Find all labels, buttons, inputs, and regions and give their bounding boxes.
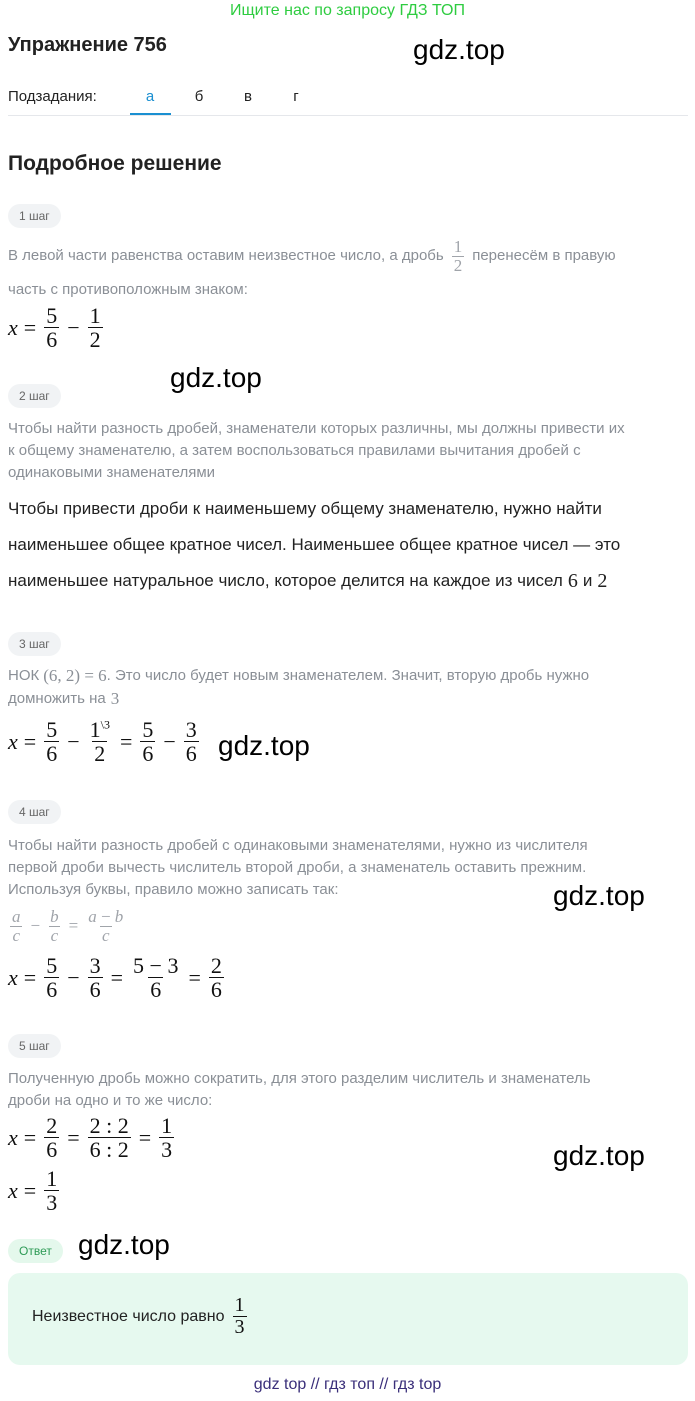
step-text: часть с противоположным знаком: [8,281,248,298]
answer-box [8,1273,688,1365]
rule-text: Чтобы привести дроби к наименьшему общему знаменателю, нужно найти [8,499,602,518]
equation: x = $\frac{5}{6}$ − $\frac{1^{\backslash 3}}{2}$ = $\frac{5}{6}$ − $\frac{3}{6}$ [8,717,197,767]
step-text: Чтобы найти разность дробей с одинаковыми знаменателями, нужно из числителя [8,837,588,854]
equation: x = $\frac{5}{6}$ − $\frac{3}{6}$ = $\frac{5 - 3}{6}$ = $\frac{2}{6}$ [8,953,222,1003]
subtasks-label: Подзадания: [8,88,97,105]
equation: x = $\frac{5}{6}$ − $\frac{1}{2}$ [8,303,101,353]
step-text: дроби на одно и то же число: [8,1092,213,1109]
equation: x = $\frac{1}{3}$ [8,1166,58,1216]
step-text: Используя буквы, правило можно записать так: [8,881,339,898]
step-text: Чтобы найти разность дробей, знаменатели которых различны, мы должны привести их [8,420,625,437]
solution-heading: Подробное решение [8,152,222,175]
watermark: gdz.top [170,362,262,393]
step-text: НОК (6, 2) = 6 . Это число будет новым знаменателем. Значит, вторую дробь нужно [8,666,590,685]
tab-subtask-g[interactable]: г [293,88,299,105]
step-text: В левой части равенства оставим неизвестное число, а дробь $\frac{1}{2}$ перенесём в правую [8,237,616,275]
footer-links[interactable]: gdz top // гдз топ // гдз top [253,1376,442,1393]
step-text: первой дроби вычесть числитель второй дроби, а знаменатель оставить прежним. [8,859,587,876]
step-badge: 4 шаг [8,800,61,824]
watermark: gdz.top [78,1229,170,1260]
answer-text: Неизвестное число равно $\frac{1}{3}$ [32,1294,245,1338]
answer-badge: Ответ [8,1239,63,1263]
page-title: Упражнение 756 [8,34,167,56]
tab-subtask-b[interactable]: б [194,88,204,105]
equation: x = $\frac{2}{6}$ = $\frac{2 : 2}{6 : 2}$ = $\frac{1}{3}$ [8,1113,173,1163]
watermark: gdz.top [413,34,505,65]
step-text: одинаковыми знаменателями [8,464,216,481]
step-text: Полученную дробь можно сократить, для этого разделим числитель и знаменатель [8,1070,591,1087]
step-badge: 1 шаг [8,204,61,228]
tab-subtask-a[interactable]: а [145,88,155,105]
active-tab-indicator [130,113,171,115]
rule-text: наименьшее общее кратное чисел. Наименьшее общее кратное чисел — это [8,535,621,554]
step-badge: 5 шаг [8,1034,61,1058]
tabs-divider [8,115,688,116]
step-badge: 3 шаг [8,632,61,656]
step-badge: 2 шаг [8,384,61,408]
watermark: gdz.top [553,880,645,911]
step-text: к общему знаменателю, а затем воспользоваться правилами вычитания дробей с [8,442,581,459]
watermark: gdz.top [553,1140,645,1171]
search-banner: Ищите нас по запросу ГДЗ ТОП [230,2,465,19]
watermark: gdz.top [218,730,310,761]
rule-text: наименьшее натуральное число, которое делится на каждое из чисел 6 и 2 [8,570,608,592]
tab-subtask-v[interactable]: в [244,88,252,105]
step-text: домножить на 3 [8,689,120,708]
rule-formula: $\frac{a}{c}$ − $\frac{b}{c}$ = $\frac{a - b}{c}$ [12,907,124,945]
